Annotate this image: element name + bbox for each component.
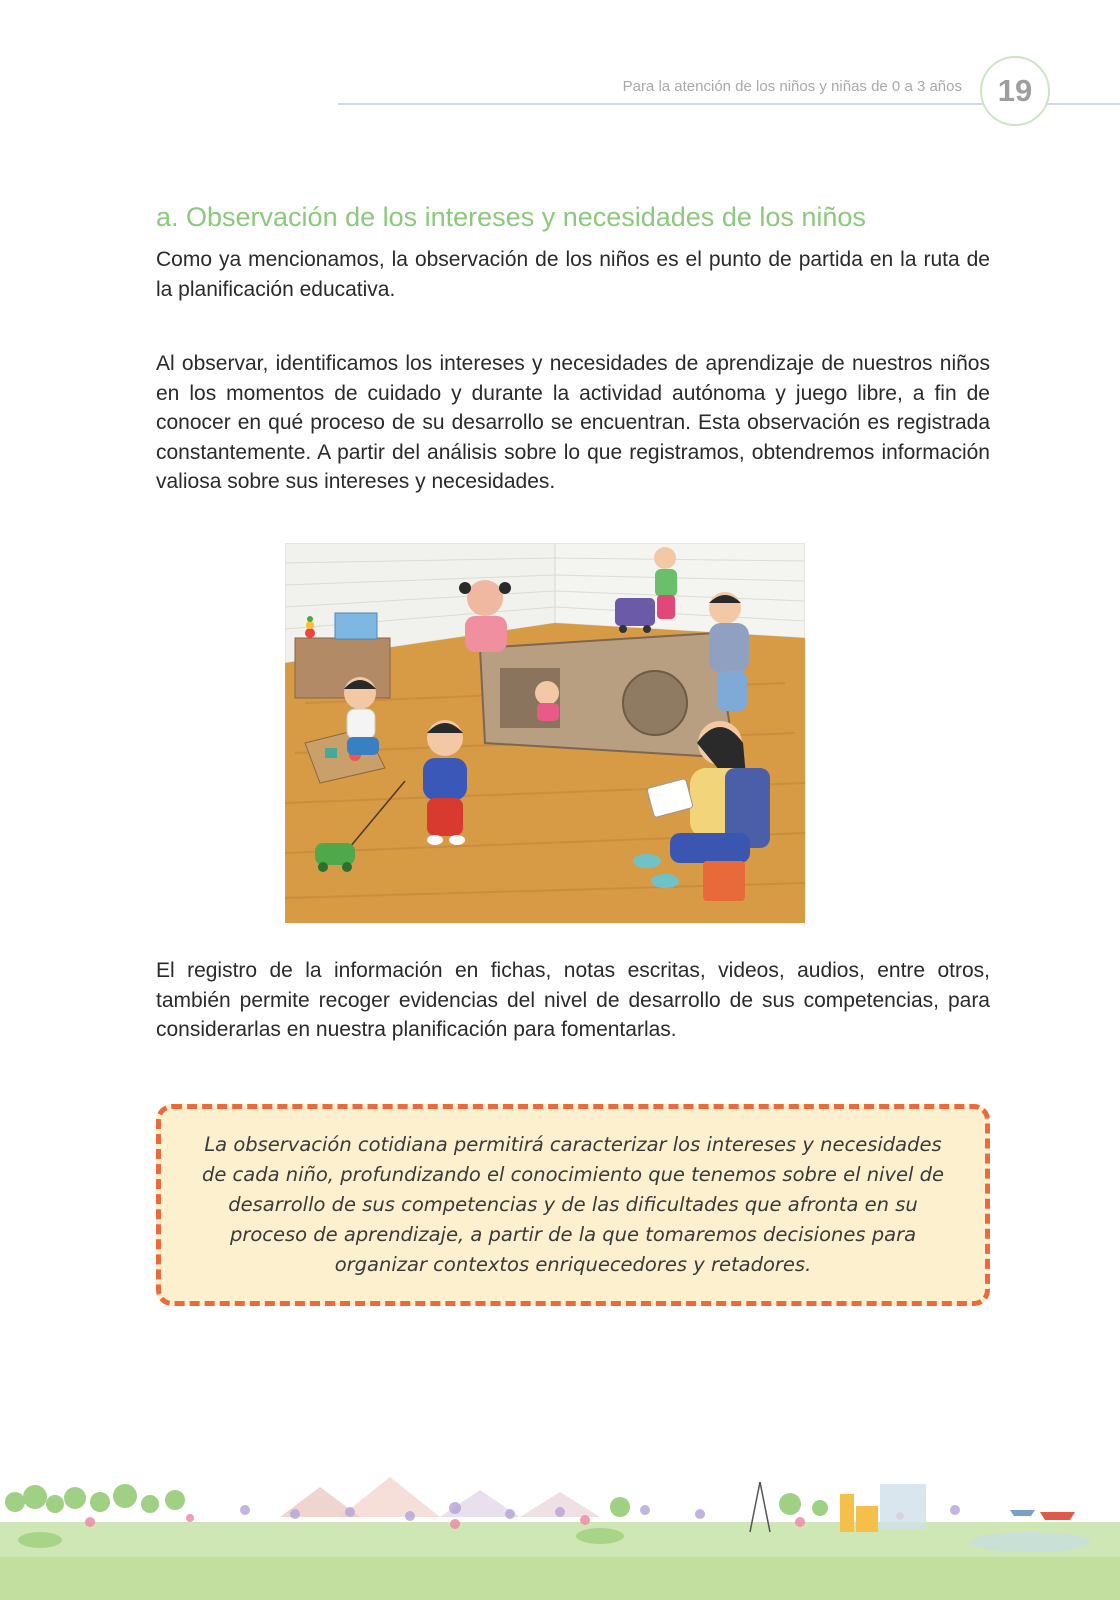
paragraph-observation: Al observar, identificamos los intereses y necesidades de aprendizaje de nuestros niños en los momentos de cuidado y durante la actividad autónoma y juego libre, a fin de conocer en qué proceso de su desarrollo se encuentran. Esta observación es registrada constantemente. A partir del análisis sobre lo que registramos, obtendremos información valiosa sobre sus intereses y necesidades. xyxy=(156,352,990,493)
callout-text: La observación cotidiana permitirá caracterizar los intereses y necesidades de cada niño, profundizando el conocimiento que tenemos sobre el nivel de desarrollo de sus competencias y de las dificultades que afronta en su proceso de aprendizaje, a partir de la que tomaremos decisiones para organizar contextos enriquecedores y retadores. xyxy=(201,1133,945,1276)
paragraph-recording: El registro de la información en fichas, notas escritas, videos, audios, entre otros, también permite recoger evidencias del nivel de desarrollo de sus competencias, para considerarlas en nuestra planificación para fomentarlas. xyxy=(156,959,990,1041)
highlight-callout-box xyxy=(156,1104,990,1306)
running-header: Para la atención de los niños y niñas de 0 a 3 años xyxy=(622,78,962,95)
footer-landscape-illustration xyxy=(0,1462,1120,1600)
paragraph-intro: Como ya mencionamos, la observación de los niños es el punto de partida en la ruta de la planificación educativa. xyxy=(156,248,990,301)
classroom-illustration xyxy=(285,543,805,923)
page-number: 19 xyxy=(980,56,1050,126)
section-title: a. Observación de los intereses y necesidades de los niños xyxy=(156,202,866,232)
